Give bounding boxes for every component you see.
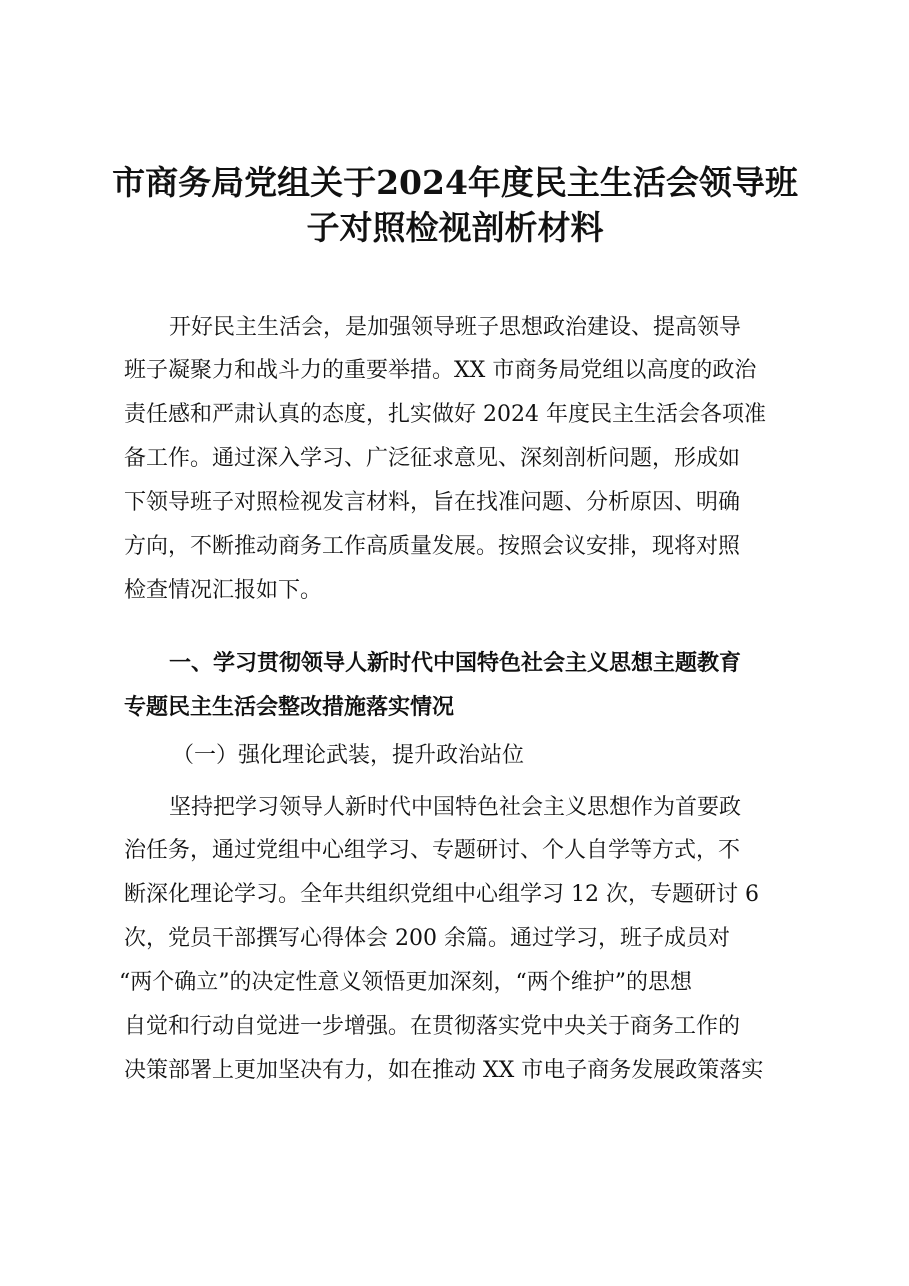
section-heading-line-2: 专题民主生活会整改措施落实情况 [124,695,455,720]
section-heading-line-1: 一、学习贯彻领导人新时代中国特色社会主义思想主题教育 [169,651,742,676]
intro-line-6: 方向，不断推动商务工作高质量发展。按照会议安排，现将对照 [124,534,741,559]
intro-line-2: 班子凝聚力和战斗力的重要举措。XX 市商务局党组以高度的政治 [124,358,757,383]
body-line-4: 次，党员干部撰写心得体会 200 余篇。通过学习，班子成员对 [124,926,730,951]
intro-line-4: 备工作。通过深入学习、广泛征求意见、深刻剖析问题，形成如 [124,446,741,471]
body-line-2: 治任务，通过党组中心组学习、专题研讨、个人自学等方式，不 [124,838,741,863]
body-line-5: “两个确立”的决定性意义领悟更加深刻，“两个维护”的思想 [119,970,692,995]
intro-line-3: 责任感和严肃认真的态度，扎实做好 2024 年度民主生活会各项准 [124,402,766,427]
body-line-3: 断深化理论学习。全年共组织党组中心组学习 12 次，专题研讨 6 [124,882,759,907]
document-title-line-1: 市商务局党组关于2024年度民主生活会领导班 [112,163,798,202]
body-line-7: 决策部署上更加坚决有力，如在推动 XX 市电子商务发展政策落实 [124,1058,764,1083]
document-title-line-2: 子对照检视剖析材料 [306,208,604,247]
subsection-heading: （一）强化理论武装，提升政治站位 [172,743,525,768]
body-line-6: 自觉和行动自觉进一步增强。在贯彻落实党中央关于商务工作的 [124,1014,741,1039]
intro-line-1: 开好民主生活会，是加强领导班子思想政治建设、提高领导 [169,315,742,340]
body-line-1: 坚持把学习领导人新时代中国特色社会主义思想作为首要政 [169,795,742,820]
intro-line-7: 检查情况汇报如下。 [124,578,323,603]
intro-line-5: 下领导班子对照检视发言材料，旨在找准问题、分析原因、明确 [124,490,741,515]
